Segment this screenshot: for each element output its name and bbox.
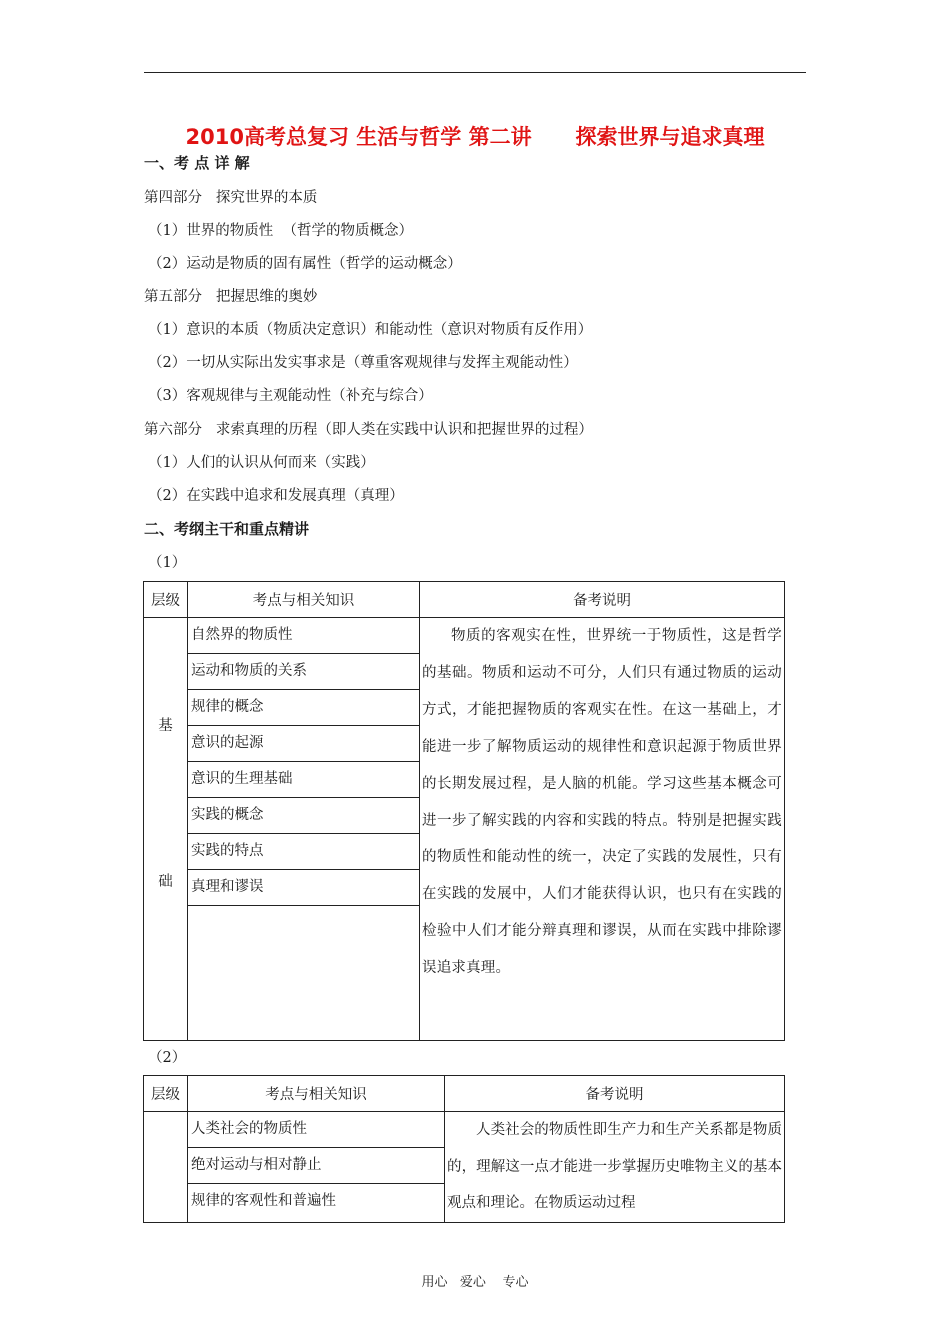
header-rule: [144, 72, 806, 73]
topic-item: 规律的概念: [188, 690, 419, 726]
topic-item: 绝对运动与相对静止: [188, 1148, 444, 1184]
outline-item: （1）世界的物质性 （哲学的物质概念）: [148, 223, 413, 239]
level-char: 础: [158, 874, 173, 890]
outline-item: （1）人们的认识从何而来（实践）: [148, 455, 375, 471]
table1-note-text: 物质的客观实在性，世界统一于物质性，这是哲学的基础。物质和运动不可分，人们只有通过物质的运动方式，才能把握物质的客观实在性。在这一基础上，才能进一步了解物质运动的规律性和意识起源于物质世界的长期发展过程，是人脑的机能。学习这些基本概念可进一步了解实践的内容和实践的特点。特别是把握实践的物质性和能动性的统一，决定了实践的发展性，只有在实践的发展中，人们才能获得认识，也只有在实践的检验中人们才能分辩真理和谬误，从而在实践中排除谬误追求真理。: [422, 628, 782, 977]
table2-header-level: 层级: [144, 1076, 188, 1112]
table-2: [143, 1075, 785, 1223]
outline-item: （3）客观规律与主观能动性（补充与综合）: [148, 388, 433, 404]
part6-heading: 第六部分 求索真理的历程（即人类在实践中认识和把握世界的过程）: [144, 422, 593, 438]
table2-tag: （2）: [148, 1050, 187, 1066]
topic-item: 实践的概念: [188, 798, 419, 834]
table2-header-topics: 考点与相关知识: [188, 1076, 445, 1112]
table2-note-cell: [445, 1112, 785, 1223]
table1-header-topics: 考点与相关知识: [188, 582, 420, 618]
topic-item: 意识的起源: [188, 726, 419, 762]
table2-note-text: 人类社会的物质性即生产力和生产关系都是物质的，理解这一点才能进一步掌握历史唯物主义的基本观点和理论。在物质运动过程: [447, 1122, 782, 1211]
table1-header-level: 层级: [144, 582, 188, 618]
topic-item: 人类社会的物质性: [188, 1112, 444, 1148]
topic-item: 运动和物质的关系: [188, 654, 419, 690]
topic-item: 规律的客观性和普遍性: [191, 1193, 336, 1209]
level-char: 基: [158, 718, 173, 734]
section2-heading: 二、考纲主干和重点精讲: [144, 520, 310, 538]
topic-item: 意识的生理基础: [188, 762, 419, 798]
table2-header-notes: 备考说明: [445, 1076, 785, 1112]
part5-heading: 第五部分 把握思维的奥妙: [144, 289, 318, 305]
table1-topics-cell: [188, 618, 420, 1041]
topic-item: 真理和谬误: [188, 870, 419, 906]
outline-item: （2）在实践中追求和发展真理（真理）: [148, 488, 404, 504]
topic-item: 自然界的物质性: [188, 618, 419, 654]
table1-level-cell: [144, 618, 188, 1041]
table2-level-cell: [144, 1112, 188, 1223]
page-footer: 用心 爱心 专心: [421, 1275, 529, 1290]
section1-heading: 一、考 点 详 解: [144, 154, 250, 172]
page-title: 2010高考总复习 生活与哲学 第二讲 探索世界与追求真理: [185, 125, 765, 149]
table1-note-cell: [420, 618, 785, 1041]
table-1: [143, 581, 785, 1041]
topic-item: 实践的特点: [188, 834, 419, 870]
table2-topics-cell: [188, 1112, 445, 1223]
table1-tag: （1）: [148, 555, 187, 571]
outline-item: （2）运动是物质的固有属性（哲学的运动概念）: [148, 256, 462, 272]
outline-item: （2）一切从实际出发实事求是（尊重客观规律与发挥主观能动性）: [148, 355, 578, 371]
part4-heading: 第四部分 探究世界的本质: [144, 190, 318, 206]
table1-header-notes: 备考说明: [420, 582, 785, 618]
outline-item: （1）意识的本质（物质决定意识）和能动性（意识对物质有反作用）: [148, 322, 593, 338]
